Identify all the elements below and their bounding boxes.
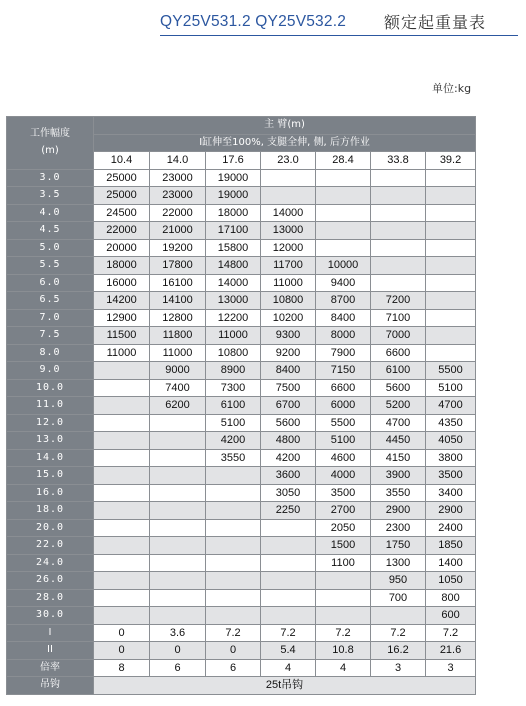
load-value-cell: 6000 <box>316 397 371 415</box>
load-value-cell <box>94 414 150 432</box>
load-value-cell: 1500 <box>316 537 371 555</box>
load-value-cell: 11800 <box>150 327 206 345</box>
load-value-cell: 21000 <box>150 222 206 240</box>
load-value-cell: 23000 <box>150 169 206 187</box>
load-value-cell <box>371 222 426 240</box>
radius-cell: 11.0 <box>7 397 94 415</box>
load-value-cell <box>150 502 206 520</box>
load-value-cell: 22000 <box>150 204 206 222</box>
load-value-cell: 11000 <box>150 344 206 362</box>
load-value-cell <box>426 309 476 327</box>
tail-value-cell: 3 <box>426 659 476 677</box>
load-value-cell <box>94 607 150 625</box>
load-value-cell <box>94 537 150 555</box>
load-value-cell: 10000 <box>316 257 371 275</box>
load-value-cell: 12800 <box>150 309 206 327</box>
load-value-cell <box>426 239 476 257</box>
boom-length-header: 28.4 <box>316 152 371 170</box>
load-value-cell <box>150 537 206 555</box>
table-row <box>7 432 476 450</box>
load-value-cell: 19200 <box>150 239 206 257</box>
load-value-cell: 7150 <box>316 362 371 380</box>
load-value-cell: 3500 <box>316 484 371 502</box>
radius-cell: 13.0 <box>7 432 94 450</box>
table-title: 额定起重量表 <box>384 13 487 32</box>
load-value-cell <box>426 169 476 187</box>
load-value-cell: 23000 <box>150 187 206 205</box>
boom-length-header: 39.2 <box>426 152 476 170</box>
load-value-cell: 6700 <box>261 397 316 415</box>
table-row <box>7 502 476 520</box>
radius-cell: 20.0 <box>7 519 94 537</box>
load-value-cell: 5100 <box>426 379 476 397</box>
load-value-cell: 8400 <box>316 309 371 327</box>
load-value-cell: 2050 <box>316 519 371 537</box>
load-value-cell <box>206 554 261 572</box>
load-value-cell <box>261 519 316 537</box>
tail-value-cell: 5.4 <box>261 642 316 660</box>
radius-cell: 7.0 <box>7 309 94 327</box>
load-value-cell <box>426 327 476 345</box>
load-value-cell <box>426 187 476 205</box>
radius-cell: 8.0 <box>7 344 94 362</box>
boom-length-header: 14.0 <box>150 152 206 170</box>
load-value-cell <box>316 187 371 205</box>
load-value-cell <box>150 449 206 467</box>
load-value-cell: 8900 <box>206 362 261 380</box>
radius-cell: 28.0 <box>7 589 94 607</box>
load-value-cell <box>94 589 150 607</box>
boom-length-header: 10.4 <box>94 152 150 170</box>
load-value-cell <box>316 572 371 590</box>
load-value-cell: 10800 <box>206 344 261 362</box>
load-value-cell <box>371 187 426 205</box>
load-value-cell: 6100 <box>206 397 261 415</box>
load-value-cell: 9000 <box>150 362 206 380</box>
load-value-cell: 19000 <box>206 169 261 187</box>
load-value-cell: 8000 <box>316 327 371 345</box>
load-value-cell: 3500 <box>426 467 476 485</box>
load-value-cell: 4150 <box>371 449 426 467</box>
load-value-cell <box>94 554 150 572</box>
load-value-cell <box>371 257 426 275</box>
table-row <box>7 327 476 345</box>
load-value-cell: 5100 <box>316 432 371 450</box>
radius-cell: 18.0 <box>7 502 94 520</box>
load-value-cell: 6100 <box>371 362 426 380</box>
load-value-cell <box>426 292 476 310</box>
load-value-cell: 5200 <box>371 397 426 415</box>
load-value-cell: 3400 <box>426 484 476 502</box>
radius-cell: 3.5 <box>7 187 94 205</box>
load-value-cell <box>371 169 426 187</box>
load-value-cell: 14800 <box>206 257 261 275</box>
tail-value-cell: 7.2 <box>206 624 261 642</box>
load-value-cell: 6600 <box>371 344 426 362</box>
table-row <box>7 572 476 590</box>
table-row <box>7 467 476 485</box>
load-value-cell: 18000 <box>94 257 150 275</box>
table-row <box>7 554 476 572</box>
table-row <box>7 397 476 415</box>
load-value-cell <box>206 607 261 625</box>
table-row <box>7 274 476 292</box>
radius-cell: 12.0 <box>7 414 94 432</box>
table-row <box>7 344 476 362</box>
boom-length-header: 23.0 <box>261 152 316 170</box>
load-value-cell: 11700 <box>261 257 316 275</box>
load-value-cell: 7900 <box>316 344 371 362</box>
load-value-cell: 7500 <box>261 379 316 397</box>
load-value-cell: 11500 <box>94 327 150 345</box>
radius-header-line2: (m) <box>41 145 59 157</box>
load-value-cell <box>150 432 206 450</box>
load-value-cell: 2900 <box>426 502 476 520</box>
tail-value-cell: 3 <box>371 659 426 677</box>
tail-value-cell: 4 <box>261 659 316 677</box>
load-value-cell <box>316 222 371 240</box>
load-value-cell <box>426 257 476 275</box>
tail-value-cell: 6 <box>150 659 206 677</box>
load-value-cell: 14100 <box>150 292 206 310</box>
tail-value-cell: 7.2 <box>426 624 476 642</box>
radius-cell: 3.0 <box>7 169 94 187</box>
radius-cell: 24.0 <box>7 554 94 572</box>
table-row <box>7 607 476 625</box>
load-value-cell: 13000 <box>261 222 316 240</box>
operating-condition: I缸伸至100%, 支腿全伸, 侧, 后方作业 <box>94 134 476 152</box>
table-row <box>7 589 476 607</box>
load-value-cell <box>371 239 426 257</box>
tail-row-label: II <box>7 642 94 660</box>
load-value-cell <box>94 502 150 520</box>
load-value-cell <box>261 572 316 590</box>
tail-value-cell: 0 <box>94 624 150 642</box>
load-value-cell <box>94 449 150 467</box>
load-value-cell: 4200 <box>206 432 261 450</box>
load-value-cell <box>150 589 206 607</box>
tail-value-cell: 7.2 <box>261 624 316 642</box>
load-value-cell <box>261 589 316 607</box>
load-value-cell: 7100 <box>371 309 426 327</box>
load-value-cell: 700 <box>371 589 426 607</box>
load-value-cell: 4700 <box>371 414 426 432</box>
load-value-cell <box>94 467 150 485</box>
load-value-cell <box>316 169 371 187</box>
load-value-cell <box>261 607 316 625</box>
radius-cell: 5.5 <box>7 257 94 275</box>
load-value-cell <box>371 274 426 292</box>
table-row <box>7 257 476 275</box>
load-value-cell <box>94 397 150 415</box>
radius-cell: 5.0 <box>7 239 94 257</box>
load-value-cell <box>206 589 261 607</box>
load-value-cell: 15800 <box>206 239 261 257</box>
load-value-cell <box>426 344 476 362</box>
load-value-cell: 20000 <box>94 239 150 257</box>
load-value-cell <box>371 204 426 222</box>
load-value-cell: 1300 <box>371 554 426 572</box>
load-value-cell: 11000 <box>261 274 316 292</box>
tail-value-cell: 6 <box>206 659 261 677</box>
radius-cell: 16.0 <box>7 484 94 502</box>
radius-cell: 15.0 <box>7 467 94 485</box>
load-value-cell <box>150 484 206 502</box>
load-value-cell: 4350 <box>426 414 476 432</box>
radius-cell: 4.0 <box>7 204 94 222</box>
load-value-cell: 5500 <box>426 362 476 380</box>
load-value-cell <box>94 432 150 450</box>
table-row <box>7 449 476 467</box>
load-value-cell <box>261 537 316 555</box>
table-row <box>7 204 476 222</box>
radius-cell: 7.5 <box>7 327 94 345</box>
load-value-cell <box>426 274 476 292</box>
hook-label: 吊钩 <box>7 677 94 695</box>
load-value-cell: 1400 <box>426 554 476 572</box>
load-value-cell <box>206 519 261 537</box>
load-value-cell: 4050 <box>426 432 476 450</box>
tail-row-label: 倍率 <box>7 659 94 677</box>
load-value-cell: 14200 <box>94 292 150 310</box>
load-value-cell: 3900 <box>371 467 426 485</box>
tail-value-cell: 0 <box>206 642 261 660</box>
boom-header: 主 臂(m) <box>94 117 476 135</box>
load-value-cell: 12900 <box>94 309 150 327</box>
load-value-cell: 14000 <box>206 274 261 292</box>
load-value-cell: 16000 <box>94 274 150 292</box>
load-value-cell: 16100 <box>150 274 206 292</box>
radius-cell: 14.0 <box>7 449 94 467</box>
load-value-cell: 8400 <box>261 362 316 380</box>
load-value-cell: 3600 <box>261 467 316 485</box>
table-row <box>7 169 476 187</box>
table-row <box>7 414 476 432</box>
load-value-cell: 5600 <box>261 414 316 432</box>
load-value-cell: 17100 <box>206 222 261 240</box>
section-extension-row <box>7 659 476 677</box>
tail-value-cell: 21.6 <box>426 642 476 660</box>
load-value-cell: 1050 <box>426 572 476 590</box>
load-chart-table <box>6 116 476 695</box>
table-row <box>7 519 476 537</box>
load-value-cell: 2700 <box>316 502 371 520</box>
load-value-cell: 10200 <box>261 309 316 327</box>
load-value-cell <box>316 589 371 607</box>
load-value-cell: 2300 <box>371 519 426 537</box>
load-value-cell: 11000 <box>206 327 261 345</box>
load-value-cell <box>94 519 150 537</box>
tail-value-cell: 4 <box>316 659 371 677</box>
load-value-cell: 24500 <box>94 204 150 222</box>
radius-cell: 22.0 <box>7 537 94 555</box>
load-value-cell: 4000 <box>316 467 371 485</box>
load-value-cell <box>150 554 206 572</box>
tail-value-cell: 0 <box>94 642 150 660</box>
table-row <box>7 379 476 397</box>
boom-length-header: 17.6 <box>206 152 261 170</box>
load-value-cell <box>316 239 371 257</box>
load-value-cell: 5600 <box>371 379 426 397</box>
tail-value-cell: 0 <box>150 642 206 660</box>
load-value-cell: 7200 <box>371 292 426 310</box>
load-value-cell: 3550 <box>371 484 426 502</box>
load-value-cell <box>94 379 150 397</box>
load-value-cell: 2400 <box>426 519 476 537</box>
load-value-cell: 6600 <box>316 379 371 397</box>
table-row <box>7 484 476 502</box>
load-value-cell <box>150 467 206 485</box>
table-row <box>7 537 476 555</box>
radius-cell: 6.0 <box>7 274 94 292</box>
radius-cell: 26.0 <box>7 572 94 590</box>
load-value-cell: 4200 <box>261 449 316 467</box>
load-value-cell: 11000 <box>94 344 150 362</box>
load-value-cell <box>316 607 371 625</box>
load-value-cell: 3800 <box>426 449 476 467</box>
load-value-cell <box>150 572 206 590</box>
tail-row-label: I <box>7 624 94 642</box>
tail-value-cell: 3.6 <box>150 624 206 642</box>
load-value-cell: 19000 <box>206 187 261 205</box>
table-row <box>7 187 476 205</box>
load-value-cell: 2900 <box>371 502 426 520</box>
load-value-cell <box>371 607 426 625</box>
load-value-cell <box>206 572 261 590</box>
load-value-cell <box>206 467 261 485</box>
load-value-cell: 1750 <box>371 537 426 555</box>
load-value-cell: 4700 <box>426 397 476 415</box>
section-extension-row <box>7 624 476 642</box>
load-value-cell: 8700 <box>316 292 371 310</box>
load-value-cell <box>316 204 371 222</box>
load-value-cell: 12000 <box>261 239 316 257</box>
hook-row <box>7 677 476 695</box>
table-row <box>7 292 476 310</box>
load-value-cell: 800 <box>426 589 476 607</box>
load-value-cell <box>150 414 206 432</box>
load-value-cell <box>94 484 150 502</box>
load-value-cell <box>94 572 150 590</box>
load-value-cell: 1850 <box>426 537 476 555</box>
table-row <box>7 222 476 240</box>
load-value-cell: 1100 <box>316 554 371 572</box>
load-value-cell <box>150 519 206 537</box>
load-value-cell <box>206 484 261 502</box>
load-value-cell: 14000 <box>261 204 316 222</box>
load-value-cell: 22000 <box>94 222 150 240</box>
load-value-cell: 9200 <box>261 344 316 362</box>
radius-header-line1: 工作幅度 <box>30 128 70 140</box>
load-value-cell: 25000 <box>94 187 150 205</box>
load-value-cell: 12200 <box>206 309 261 327</box>
radius-cell: 9.0 <box>7 362 94 380</box>
section-extension-row <box>7 642 476 660</box>
unit-label: 单位:kg <box>432 82 472 95</box>
load-value-cell: 5100 <box>206 414 261 432</box>
load-value-cell: 6200 <box>150 397 206 415</box>
load-value-cell: 17800 <box>150 257 206 275</box>
load-value-cell: 7000 <box>371 327 426 345</box>
hook-value: 25t吊钩 <box>94 677 476 695</box>
load-value-cell <box>426 204 476 222</box>
title-underline <box>160 35 518 36</box>
model-numbers: QY25V531.2 QY25V532.2 <box>160 13 347 30</box>
load-value-cell: 4600 <box>316 449 371 467</box>
load-value-cell: 13000 <box>206 292 261 310</box>
load-value-cell <box>426 222 476 240</box>
load-value-cell: 2250 <box>261 502 316 520</box>
boom-length-header: 33.8 <box>371 152 426 170</box>
load-value-cell <box>206 537 261 555</box>
load-value-cell: 3050 <box>261 484 316 502</box>
radius-cell: 30.0 <box>7 607 94 625</box>
load-value-cell <box>94 362 150 380</box>
load-value-cell: 4800 <box>261 432 316 450</box>
load-value-cell: 7400 <box>150 379 206 397</box>
load-value-cell <box>261 169 316 187</box>
load-value-cell: 10800 <box>261 292 316 310</box>
radius-column-header <box>7 117 94 170</box>
radius-cell: 6.5 <box>7 292 94 310</box>
table-row <box>7 362 476 380</box>
tail-value-cell: 16.2 <box>371 642 426 660</box>
load-value-cell: 3550 <box>206 449 261 467</box>
load-value-cell <box>261 554 316 572</box>
tail-value-cell: 8 <box>94 659 150 677</box>
load-value-cell: 9300 <box>261 327 316 345</box>
load-value-cell <box>150 607 206 625</box>
load-value-cell: 600 <box>426 607 476 625</box>
radius-cell: 10.0 <box>7 379 94 397</box>
load-value-cell <box>261 187 316 205</box>
document-title <box>160 6 520 38</box>
load-value-cell: 950 <box>371 572 426 590</box>
load-value-cell <box>206 502 261 520</box>
load-value-cell: 25000 <box>94 169 150 187</box>
load-value-cell: 18000 <box>206 204 261 222</box>
load-value-cell: 4450 <box>371 432 426 450</box>
tail-value-cell: 10.8 <box>316 642 371 660</box>
load-value-cell: 9400 <box>316 274 371 292</box>
radius-cell: 4.5 <box>7 222 94 240</box>
load-value-cell: 5500 <box>316 414 371 432</box>
tail-value-cell: 7.2 <box>371 624 426 642</box>
load-value-cell: 7300 <box>206 379 261 397</box>
table-row <box>7 309 476 327</box>
tail-value-cell: 7.2 <box>316 624 371 642</box>
table-row <box>7 239 476 257</box>
